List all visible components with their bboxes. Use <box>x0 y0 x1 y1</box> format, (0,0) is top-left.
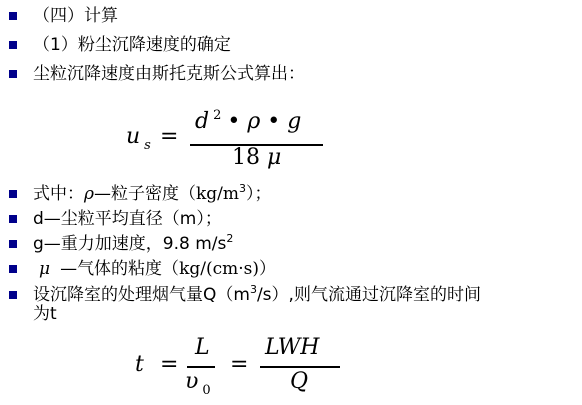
bullet-square-icon <box>9 190 17 198</box>
section-heading: （四）计算 <box>33 6 118 26</box>
equals-sign: = <box>160 124 179 149</box>
formula-denominator: 18 μ <box>232 145 282 170</box>
bullet-square-icon <box>9 12 17 20</box>
flow-rate-text-line2: 为t <box>33 304 57 324</box>
equals-sign: = <box>230 352 249 377</box>
bullet-square-icon <box>9 265 17 273</box>
bullet-square-icon <box>9 291 17 299</box>
fraction-denominator-Q: Q <box>290 369 309 394</box>
formula-numerator: d $^2$ • ρ • g <box>195 108 302 134</box>
formula-lhs: u $_s$ <box>126 124 151 153</box>
fraction-denominator-v0: υ $_0$ <box>185 369 211 398</box>
fraction-bar <box>187 366 215 368</box>
bullet-square-icon <box>9 41 17 49</box>
fraction-numerator-L: L <box>195 335 210 360</box>
g-definition: g—重力加速度，9.8 $m/s^2$ <box>33 232 234 254</box>
subsection-heading: （1）粉尘沉降速度的确定 <box>33 35 231 55</box>
d-definition: d—尘粒平均直径（m）； <box>33 209 222 229</box>
fraction-bar <box>260 366 340 368</box>
bullet-square-icon <box>9 240 17 248</box>
equals-sign: = <box>160 352 179 377</box>
bullet-square-icon <box>9 70 17 78</box>
flow-rate-text: 设沉降室的处理烟气量$Q(m^3/s)$,则气流通过沉降室的时间 <box>33 283 481 305</box>
bullet-square-icon <box>9 215 17 223</box>
rho-definition: 式中：ρ—粒子密度$(kg/m^3)$； <box>33 182 272 204</box>
intro-text: 尘粒沉降速度由斯托克斯公式算出： <box>33 64 305 84</box>
mu-definition: μ —气体的粘度（kg/(cm·s)） <box>39 259 277 279</box>
fraction-numerator-LWH: LWH <box>265 335 320 360</box>
formula-lhs-t: t <box>135 352 144 377</box>
